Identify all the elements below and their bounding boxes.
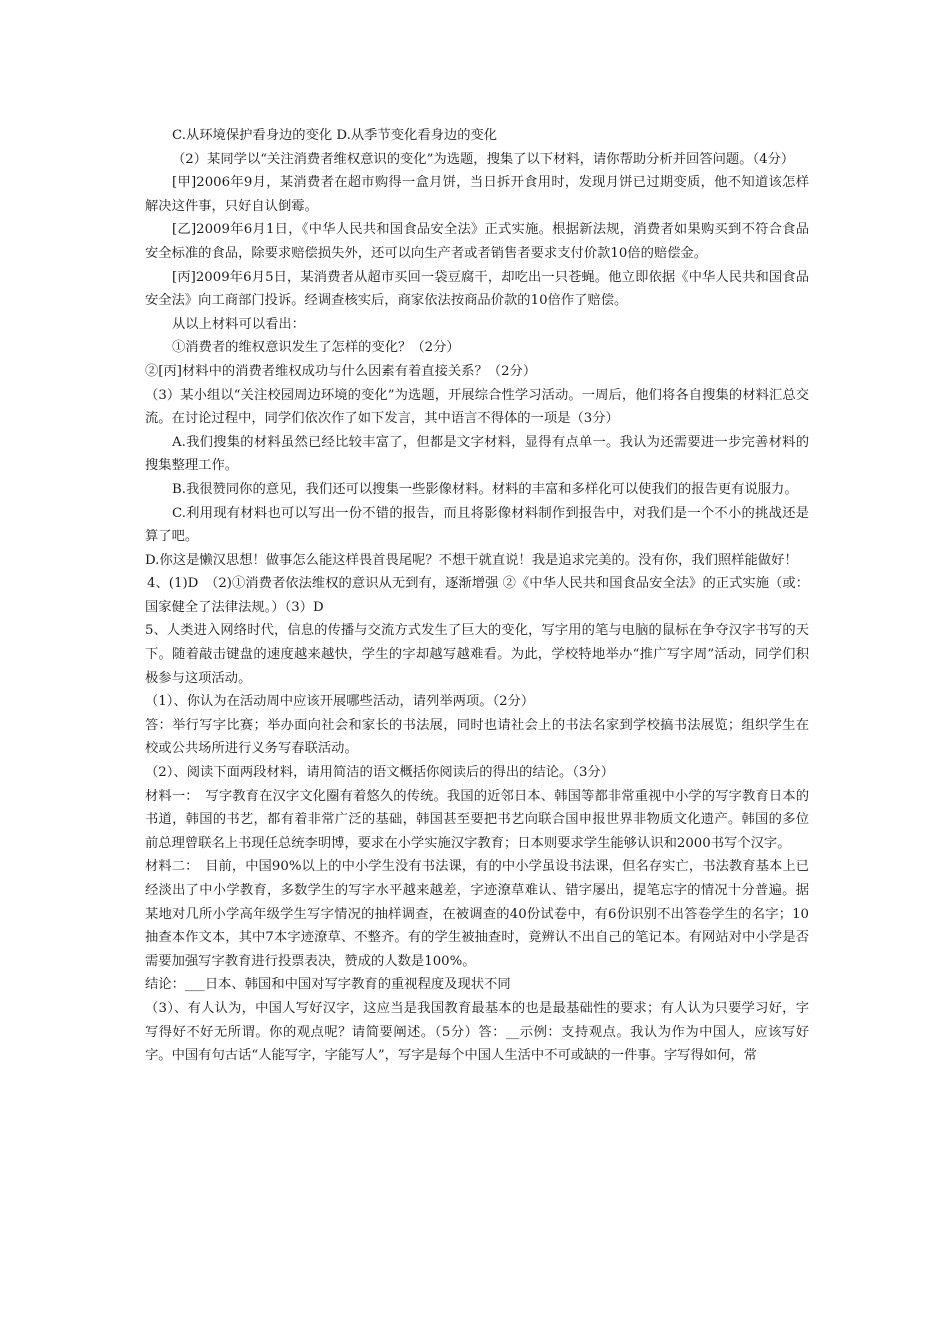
material-jia: [甲]2006年9月，某消费者在超市购得一盒月饼，当日拆开食用时，发现月饼已过期变质，他不知道该怎样解决这件事，只好自认倒霉。 xyxy=(145,175,809,214)
option-a: A.我们搜集的材料虽然已经比较丰富了，但都是文字材料，显得有点单一。我认为还需要进一步完善材料的搜集整理工作。 xyxy=(145,434,809,474)
option-d: D.你这是懒汉思想！做事怎么能这样畏首畏尾呢？不想干就直说！我是追求完美的。没有你，我们照样能做好！ xyxy=(145,552,798,568)
answer-4: 4、(1)D （2)①消费者依法维权的意识从无到有，逐渐增强 ②《中华人民共和国食品安全法》的正式实施（或：国家健全了法律法规。）（3）D xyxy=(145,576,809,615)
material-yi: [乙]2009年6月1日，《中华人民共和国食品安全法》正式实施。根据新法规，消费者如果购买到不符合食品安全标准的食品，除要求赔偿损失外，还可以向生产者或者销售者要求支付价款10倍的赔偿金。 xyxy=(145,222,809,261)
material-one: 材料一： 写字教育在汉字文化圈有着悠久的传统。我国的近邻日本、韩国等都非常重视中小学的写字教育日本的书道，韩国的书艺，都有着非常广泛的基础，韩国甚至要把书艺向联合国申报世界非物质文化遗产。韩国的多位前总理曾联名上书现任总统李明博，要求在小学实施汉字教育；日本则要求学生能够认识和2000书写个汉字。 xyxy=(145,788,809,851)
material-bing: [丙]2009年6月5日，某消费者从超市买回一袋豆腐干，却吃出一只苍蝇。他立即依据《中华人民共和国食品安全法》向工商部门投诉。经调查核实后，商家依法按商品价款的10倍作了赔偿。 xyxy=(145,269,809,309)
question-3-prompt: （3）某小组以“关注校园周边环境的变化”为选题，开展综合性学习活动。一周后，他们将各自搜集的材料汇总交流。在讨论过程中，同学们依次作了如下发言，其中语言不得体的一项是（3分） xyxy=(145,387,809,427)
question-5-3: （3）、有人认为，中国人写好汉字，这应当是我国教育最基本的也是最基础性的要求；有人认为只要学习好，字写得好不好无所谓。你的观点呢？请简要阐述。（5分）答：__示例：支持观点。我认为作为中国人，应该写好字。中国有句古话“人能写字，字能写人”，写字是每个中国人生活中不可或缺的一件事。字写得如何，常 xyxy=(145,1000,809,1064)
question-5-intro: 5、人类进入网络时代，信息的传播与交流方式发生了巨大的变化，写字用的笔与电脑的鼠标在争夺汉字书写的天下。随着敲击键盘的速度越来越快，学生的字却越写越难看。为此，学校特地举办“推广写字周”活动，同学们积极参与这项活动。 xyxy=(145,623,809,686)
option-b: B.我很赞同你的意见，我们还可以搜集一些影像材料。材料的丰富和多样化可以使我们的报告更有说服力。 xyxy=(172,481,798,497)
option-c-line: C.从环境保护看身边的变化 D.从季节变化看身边的变化 xyxy=(172,128,498,143)
materials-summary-lead: 从以上材料可以看出： xyxy=(172,316,305,332)
question-5-2: （2）、阅读下面两段材料，请用简洁的语文概括你阅读后的得出的结论。（3分） xyxy=(145,765,615,781)
option-c: C.利用现有材料也可以写出一份不错的报告，而且将影像材料制作到报告中，对我们是一个不小的挑战还是算了吧。 xyxy=(145,505,809,545)
conclusion: 结论：___日本、韩国和中国对写字教育的重视程度及现状不同 xyxy=(145,977,511,993)
sub-question-1: ①消费者的维权意识发生了怎样的变化？（2分） xyxy=(172,340,460,356)
sub-question-2: ②[丙]材料中的消费者维权成功与什么因素有着直接关系？（2分） xyxy=(145,363,537,379)
material-two: 材料二： 目前，中国90%以上的中小学生没有书法课，有的中小学虽设书法课，但名存实亡，书法教育基本上已经淡出了中小学教育，多数学生的写字水平越来越差，字迹潦草难认、错字屡出，提笔忘字的情况十分普遍。据某地对几所小学高年级学生写字情况的抽样调查，在被调查的40份试卷中，有6份识别不出答卷学生的名字；10抽查本作文本，其中7本字迹潦草、不整齐。有的学生被抽查时，竟辨认不出自己的笔记本。有网站对中小学是否需要加强写字教育进行投票表决，赞成的人数是100%。 xyxy=(145,859,809,969)
answer-5-1: 答：举行写字比赛；举办面向社会和家长的书法展，同时也请社会上的书法名家到学校搞书法展览；组织学生在校或公共场所进行义务写春联活动。 xyxy=(145,717,809,757)
question-5-1: （1）、你认为在活动周中应该开展哪些活动，请列举两项。（2分） xyxy=(145,694,535,710)
document-page xyxy=(145,124,809,1068)
question-2-prompt: （2）某同学以“关注消费者维权意识的变化”为选题，搜集了以下材料，请你帮助分析并回答问题。（4分） xyxy=(172,151,795,167)
